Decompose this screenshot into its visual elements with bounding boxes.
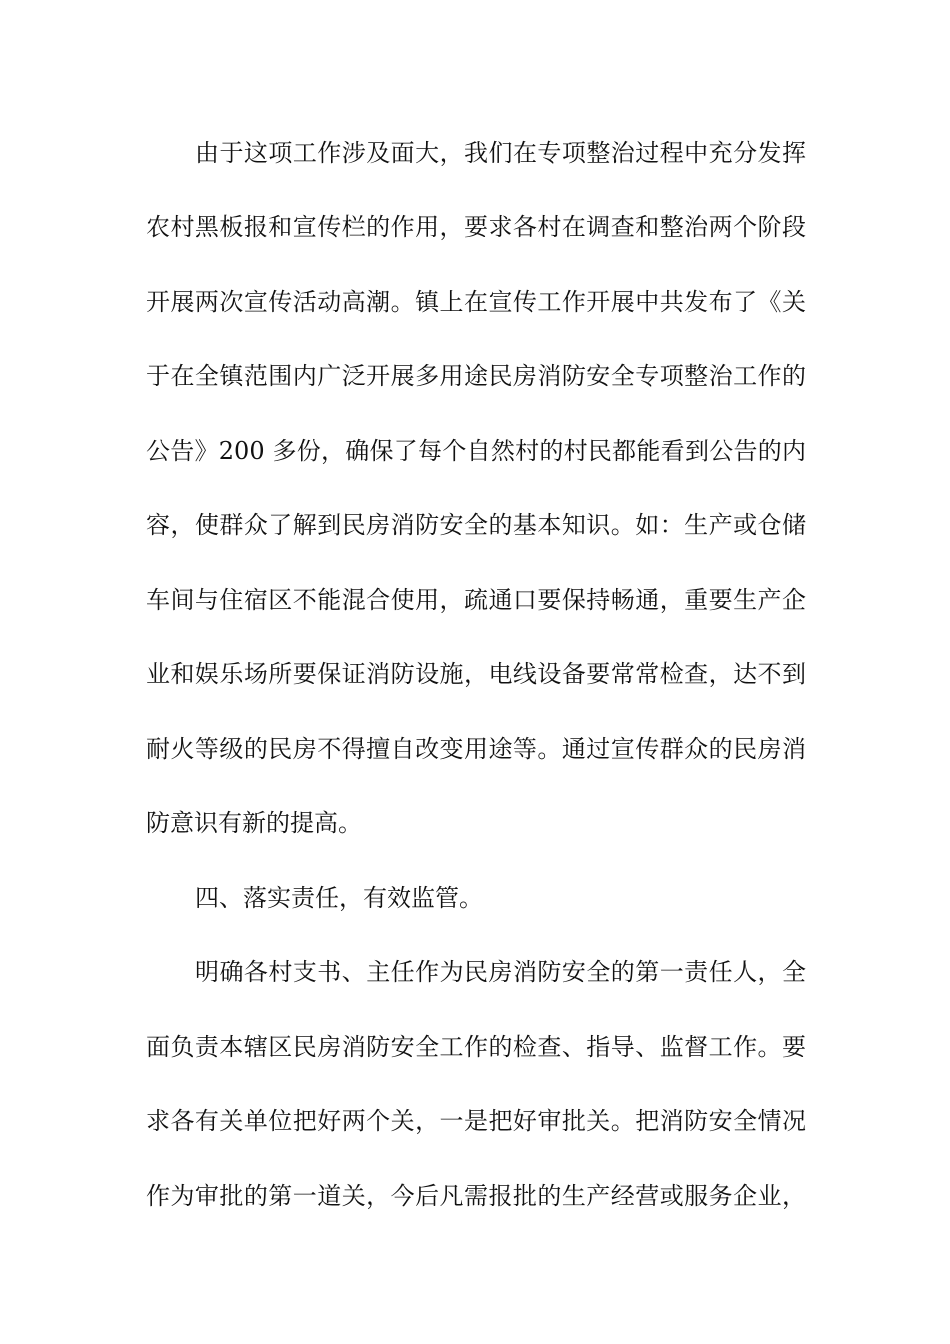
paragraph-line: 求各有关单位把好两个关，一是把好审批关。把消防安全情况 xyxy=(146,1107,806,1135)
paragraph-line: 作为审批的第一道关，今后凡需报批的生产经营或服务企业， xyxy=(146,1182,806,1210)
paragraph-line: 防意识有新的提高。 xyxy=(146,809,362,837)
paragraph-line: 开展两次宣传活动高潮。镇上在宣传工作开展中共发布了《关 xyxy=(146,288,806,316)
paragraph-line: 于在全镇范围内广泛开展多用途民房消防安全专项整治工作的 xyxy=(146,362,806,390)
paragraph-line: 业和娱乐场所要保证消防设施，电线设备要常常检查，达不到 xyxy=(146,660,806,688)
section-heading: 四、落实责任，有效监管。 xyxy=(195,884,483,912)
paragraph-line: 公告》200 多份，确保了每个自然村的村民都能看到公告的内 xyxy=(146,437,806,465)
paragraph-line: 面负责本辖区民房消防安全工作的检查、指导、监督工作。要 xyxy=(146,1033,806,1061)
paragraph-line: 车间与住宿区不能混合使用，疏通口要保持畅通，重要生产企 xyxy=(146,586,806,614)
paragraph-line: 农村黑板报和宣传栏的作用，要求各村在调查和整治两个阶段 xyxy=(146,213,806,241)
paragraph-line: 明确各村支书、主任作为民房消防安全的第一责任人，全 xyxy=(195,958,806,986)
paragraph-line: 由于这项工作涉及面大，我们在专项整治过程中充分发挥 xyxy=(195,139,806,167)
paragraph-line: 耐火等级的民房不得擅自改变用途等。通过宣传群众的民房消 xyxy=(146,735,806,763)
paragraph-line: 容，使群众了解到民房消防安全的基本知识。如：生产或仓储 xyxy=(146,511,806,539)
